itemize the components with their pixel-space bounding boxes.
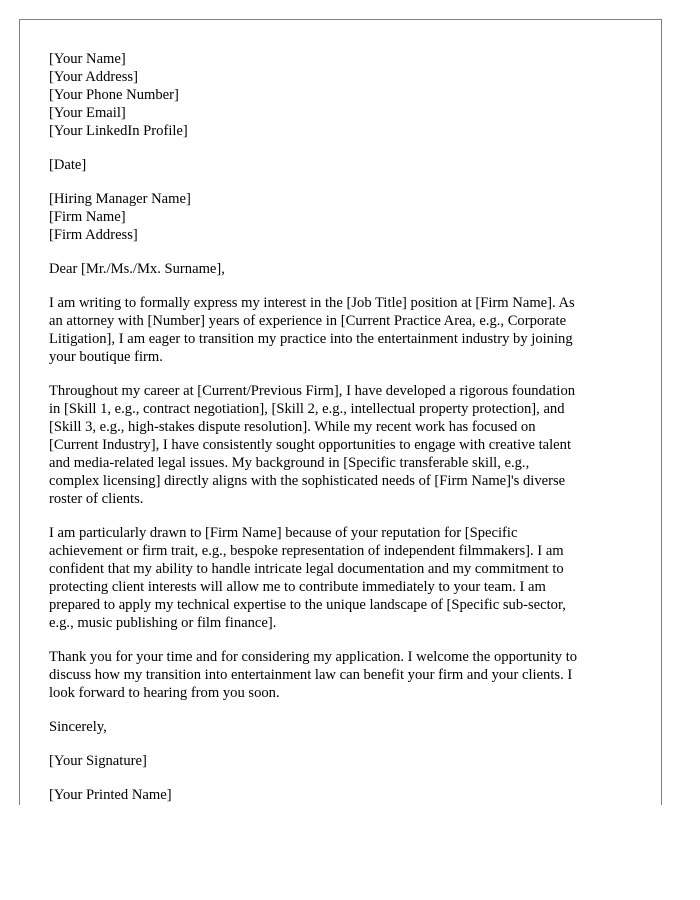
recipient-manager: [Hiring Manager Name] bbox=[49, 191, 191, 207]
paragraph-line: prepared to apply my technical expertise to the unique landscape of [Specific sub-sector, bbox=[49, 597, 566, 613]
sender-phone: [Your Phone Number] bbox=[49, 87, 179, 103]
signature-block bbox=[49, 752, 635, 770]
printed-name: [Your Printed Name] bbox=[49, 787, 172, 803]
recipient-firm: [Firm Name] bbox=[49, 209, 126, 225]
paragraph-line: complex licensing] directly aligns with the sophisticated needs of [Firm Name]'s diverse bbox=[49, 473, 566, 489]
recipient-block bbox=[49, 190, 635, 244]
sender-address: [Your Address] bbox=[49, 69, 138, 85]
paragraph-line: discuss how my transition into entertainment law can benefit your firm and your clients. I bbox=[49, 667, 573, 683]
paragraph-line: achievement or firm trait, e.g., bespoke representation of independent filmmakers]. I am bbox=[49, 543, 564, 559]
salutation: Dear [Mr./Ms./Mx. Surname], bbox=[49, 261, 225, 277]
paragraph-line: your boutique firm. bbox=[49, 349, 163, 365]
letter-page bbox=[19, 19, 662, 805]
letter-date: [Date] bbox=[49, 157, 87, 173]
paragraph-line: Thank you for your time and for considering my application. I welcome the opportunity to bbox=[49, 649, 578, 665]
paragraph-line: I am writing to formally express my interest in the [Job Title] position at [Firm Name]. As bbox=[49, 295, 575, 311]
printed-name-block bbox=[49, 786, 635, 804]
paragraph-line: look forward to hearing from you soon. bbox=[49, 685, 280, 701]
body-paragraph-1 bbox=[49, 294, 635, 366]
body-paragraph-2 bbox=[49, 382, 635, 508]
date-block bbox=[49, 156, 635, 174]
sender-email: [Your Email] bbox=[49, 105, 126, 121]
body-paragraph-3 bbox=[49, 524, 635, 632]
signature: [Your Signature] bbox=[49, 753, 147, 769]
sender-block bbox=[49, 50, 635, 140]
paragraph-line: confident that my ability to handle intricate legal documentation and my commitment to bbox=[49, 561, 564, 577]
paragraph-line: e.g., music publishing or film finance]. bbox=[49, 615, 277, 631]
paragraph-line: protecting client interests will allow me to contribute immediately to your team. I am bbox=[49, 579, 546, 595]
paragraph-line: Litigation], I am eager to transition my practice into the entertainment industry by joining bbox=[49, 331, 573, 347]
sender-name: [Your Name] bbox=[49, 51, 126, 67]
paragraph-line: [Current Industry], I have consistently sought opportunities to engage with creative talent bbox=[49, 437, 571, 453]
body-paragraph-4 bbox=[49, 648, 635, 702]
paragraph-line: and media-related legal issues. My background in [Specific transferable skill, e.g., bbox=[49, 455, 530, 471]
paragraph-line: in [Skill 1, e.g., contract negotiation], [Skill 2, e.g., intellectual property protection], and bbox=[49, 401, 565, 417]
paragraph-line: roster of clients. bbox=[49, 491, 144, 507]
letter-content bbox=[49, 50, 635, 820]
closing-block bbox=[49, 718, 635, 736]
salutation-block bbox=[49, 260, 635, 278]
paragraph-line: Throughout my career at [Current/Previous Firm], I have developed a rigorous foundation bbox=[49, 383, 576, 399]
paragraph-line: an attorney with [Number] years of experience in [Current Practice Area, e.g., Corporate bbox=[49, 313, 567, 329]
sender-linkedin: [Your LinkedIn Profile] bbox=[49, 123, 188, 139]
paragraph-line: I am particularly drawn to [Firm Name] because of your reputation for [Specific bbox=[49, 525, 518, 541]
closing: Sincerely, bbox=[49, 719, 107, 735]
recipient-address: [Firm Address] bbox=[49, 227, 138, 243]
paragraph-line: [Skill 3, e.g., high-stakes dispute resolution]. While my recent work has focused on bbox=[49, 419, 536, 435]
